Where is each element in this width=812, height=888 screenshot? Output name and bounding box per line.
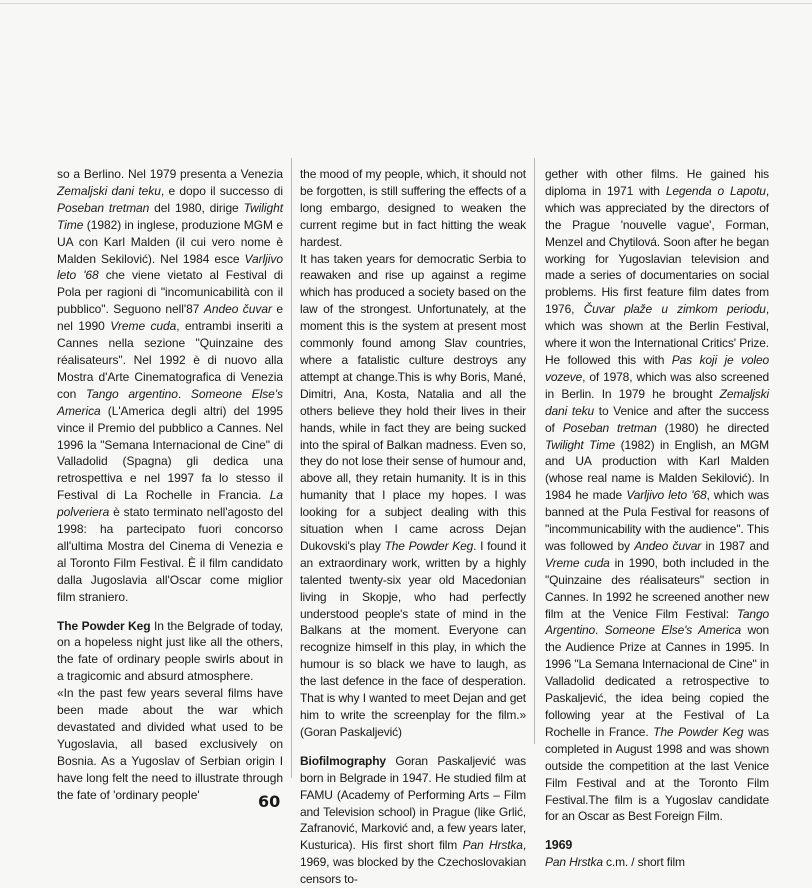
section-heading: The Powder Keg: [57, 618, 151, 633]
filmography-entry-title: Pan Hrstka: [545, 855, 603, 870]
italic-title: Pas koji je voleo vozeve: [545, 352, 769, 384]
biofilmography-continued: [545, 166, 769, 825]
text-run: (1980) he directed: [656, 420, 769, 435]
text-run: won the Audience Prize at Cannes in 1995. In 1996 "La Semana Internacional de Cine" in Valladolid dedicated a retrospective to Paskaljević, the idea being copied the following year at the Festival of La Rochelle in France.: [545, 623, 770, 739]
director-statement-body: [300, 251, 526, 741]
text-run: .: [595, 623, 605, 638]
italic-title: Andeo čuvar: [634, 538, 702, 553]
text-run: in 1990, both included in the "Quinzaine des réalisateurs" section in Cannes. In 1992 he screened another new film at the Venice Film Festival:: [545, 555, 770, 621]
text-run: was completed in August 1998 and was shown outside the competition at the last Venice Film Festival and at the Toronto Film Festival.The film is a Yugoslav candidate for an Oscar as Best Foreign Film.: [545, 724, 769, 824]
italic-title: Vreme cuda: [545, 555, 610, 570]
text-run: In the Belgrade of today, on a hopeless night just like all the others, the fate of ordinary people swirls about in a tragicomic and absurd atmosphere.: [57, 618, 283, 684]
text-run: e nel 1990: [57, 302, 283, 334]
column-director-statement: [300, 166, 526, 888]
text-run: (L'America degli altri) del 1995 vince il Premio del pubblico a Cannes. Nel 1996 la "Semana Internacional de Cine" di Valladolid (Spagna) gli dedica una retrospettiva e nel 1997 fa lo stesso il Festival di La Rochelle in Francia.: [57, 403, 283, 503]
column-divider-right: [534, 158, 535, 744]
italic-title: Poseban tretman: [57, 200, 150, 215]
italic-title: La polveriera: [57, 488, 283, 520]
biofilmography-paragraph: [300, 753, 526, 888]
text-run: (1982) in inglese, produzione MGM e UA con Karl Malden (il cui vero nome è Malden Sekilović). Nel 1984 esce: [57, 217, 283, 266]
italic-title: Legenda o Lapotu: [665, 183, 766, 198]
text-run: , which was shown at the Berlin Festival, where it won the International Critics' Prize. He followed this with: [545, 302, 769, 367]
text-run: gether with other films. He gained his diploma in 1971 with: [545, 167, 769, 198]
section-heading: Biofilmography: [300, 753, 386, 768]
text-run: , e dopo il successo di: [160, 183, 283, 198]
italic-title: Zemaljski dani teku: [57, 183, 161, 198]
text-run: , which was banned at the Pula Festival for reasons of "incommunicability with the audience". This was followed by: [545, 488, 769, 553]
text-run: , entrambi inseriti a Cannes nella sezione "Quinzaine des réalisateurs". Nel 1992 è di nuovo alla Mostra d'Arte Cinematografica di Venezia con: [57, 319, 283, 401]
italic-title: The Powder Keg: [384, 538, 474, 553]
text-run: «In the past few years several films have been made about the war which devastated and divided what used to be Yugoslavia, all based exclusively on Bosnia. As a Yugoslav of Serbian origin I have long felt the need to illustrate through the fate of 'ordinary people': [57, 686, 283, 802]
text-run: in 1987 and: [701, 538, 769, 553]
director-statement-continued: [300, 166, 526, 251]
italic-title: Tango argentino: [85, 386, 178, 401]
text-run: , of 1978, which was also screened in Berlin. In 1979 he brought: [545, 369, 769, 401]
italic-title: Pan Hrstka: [462, 838, 523, 853]
column-italian-text: [57, 166, 283, 804]
column-biofilmography: [545, 166, 769, 871]
italic-title: Čuvar plaže u zimkom periodu: [583, 302, 766, 317]
text-run: . I found it an extraordinary work, written by a highly talented twenty-six year old Macedonian living in Skopje, who had perfectly understood people's state of mind in the Balkans at the moment. Everyone can recognize himself in this play, in which the humour is so black we have to laugh, as the last defence in the face of desperation. That is why I wanted to meet Dejan and get him to write the screenplay for the film.» (Goran Paskaljević): [300, 538, 526, 739]
text-run: Goran Paskaljević was born in Belgrade in 1947. He studied film at FAMU (Academy of Performing Arts – Film and Television school) in Prague (like Grlić, Zafranović, Marković and, a few years later, Kusturica). His first short film: [300, 753, 526, 853]
italian-biography-paragraph: [57, 166, 283, 606]
text-run: è stato terminato nell'agosto del 1998: ha partecipato fuori concorso all'ultima Mostra del Cinema di Venezia e al Toronto Film Festival. È il film candidato dalla Jugoslavia all'Oscar come miglior film straniero.: [57, 505, 283, 604]
text-run: (1982) in English, an MGM and UA production with Karl Malden (whose real name is Malden Sekilović). In 1984 he made: [545, 437, 770, 503]
powder-keg-synopsis: [57, 618, 283, 686]
page-number: 60: [258, 792, 281, 811]
italic-title: Tango Argentino: [545, 606, 769, 638]
italic-title: Someone Else's America: [57, 386, 283, 418]
text-run: to Venice and after the success of: [545, 403, 769, 435]
filmography-entry-note: c.m. / short film: [602, 855, 685, 870]
text-run: It has taken years for democratic Serbia to reawaken and rise up against a regime which has produced a society based on the law of the strongest. Unfortunately, at the moment this is the system at present most commonly found among Slav countries, where a fatalistic culture destroys any attempt at change.This is why Boris, Mané, Dimitri, Ana, Kosta, Natalia and all the others believe they hold their lives in their hands, while in fact they are being sucked into the spiral of Balkan madness. Even so, they do not lose their sense of humour and, above all, they retain humanity. It is in this humanity that I place my hopes. I was looking for a subject dealing with this situation when I came across Dejan Dukovski's play: [300, 251, 526, 553]
text-run: , which was appreciated by the directors of the Prague 'nouvelle vague', Forman, Menzel and Chytilová. Soon after he began working for Yugoslavian television and made a series of documentaries on social problems. His first feature film dates from 1976,: [545, 183, 770, 317]
filmography-entry: [545, 854, 769, 871]
director-statement-start: [57, 685, 283, 803]
top-rule: [0, 3, 812, 4]
text-run: , 1969, was blocked by the Czechoslovakian censors to-: [300, 838, 526, 887]
italic-title: Zemaljski dani teku: [545, 386, 769, 418]
italic-title: Vreme cuda: [110, 319, 177, 334]
column-divider-left: [291, 158, 292, 778]
italic-title: Poseban tretman: [562, 420, 657, 435]
text-run: che viene vietato al Festival di Pola per ragioni di "incomunicabilità con il pubblico". Seguono nell'87: [57, 268, 283, 317]
italic-title: Varljivo leto '68: [57, 251, 283, 283]
italic-title: Someone Else's America: [604, 623, 742, 638]
text-run: .: [177, 386, 191, 401]
italic-title: Twilight Time: [57, 200, 283, 232]
italic-title: Andeo čuvar: [203, 302, 272, 317]
italic-title: Twilight Time: [545, 437, 616, 452]
italic-title: Varljivo leto '68: [626, 488, 707, 503]
text-run: del 1980, dirige: [149, 200, 244, 215]
text-run: so a Berlino. Nel 1979 presenta a Venezia: [57, 167, 283, 181]
filmography-year: 1969: [545, 838, 573, 853]
italic-title: The Powder Keg: [653, 724, 744, 739]
text-run: the mood of my people, which, it should not be forgotten, is still suffering the effects of a long embargo, designed to weaken the current regime but in fact hitting the weak hardest.: [300, 167, 526, 249]
